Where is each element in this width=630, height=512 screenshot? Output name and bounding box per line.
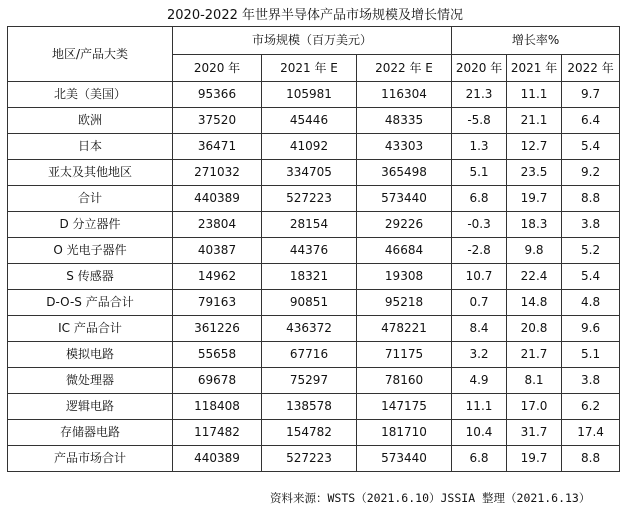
market-value-cell: 44376 — [262, 238, 357, 264]
growth-value-cell: 17.4 — [562, 420, 620, 446]
market-value-cell: 55658 — [173, 342, 262, 368]
growth-value-cell: 10.7 — [452, 264, 507, 290]
market-value-cell: 478221 — [357, 316, 452, 342]
growth-value-cell: 8.1 — [507, 368, 562, 394]
header-year: 2020 年 — [173, 55, 262, 82]
market-value-cell: 365498 — [357, 160, 452, 186]
row-name-cell: O 光电子器件 — [8, 238, 173, 264]
row-name-cell: 微处理器 — [8, 368, 173, 394]
market-value-cell: 147175 — [357, 394, 452, 420]
market-value-cell: 95366 — [173, 82, 262, 108]
source-note: 资料来源：WSTS（2021.6.10）JSSIA 整理（2021.6.13） — [270, 491, 591, 505]
table-row — [8, 290, 620, 316]
growth-value-cell: 19.7 — [507, 186, 562, 212]
growth-value-cell: 3.8 — [562, 212, 620, 238]
market-value-cell: 361226 — [173, 316, 262, 342]
market-value-cell: 181710 — [357, 420, 452, 446]
growth-value-cell: 31.7 — [507, 420, 562, 446]
growth-value-cell: 6.8 — [452, 446, 507, 472]
growth-value-cell: 10.4 — [452, 420, 507, 446]
table-row — [8, 82, 620, 108]
growth-value-cell: 17.0 — [507, 394, 562, 420]
row-name-cell: 逻辑电路 — [8, 394, 173, 420]
table-row — [8, 420, 620, 446]
growth-value-cell: 4.9 — [452, 368, 507, 394]
market-value-cell: 117482 — [173, 420, 262, 446]
growth-value-cell: 18.3 — [507, 212, 562, 238]
header-growth-year: 2021 年 — [507, 55, 562, 82]
table-row — [8, 186, 620, 212]
growth-value-cell: 22.4 — [507, 264, 562, 290]
row-name-cell: D-O-S 产品合计 — [8, 290, 173, 316]
market-value-cell: 46684 — [357, 238, 452, 264]
growth-value-cell: 4.8 — [562, 290, 620, 316]
row-name-cell: IC 产品合计 — [8, 316, 173, 342]
market-value-cell: 527223 — [262, 186, 357, 212]
growth-value-cell: 21.3 — [452, 82, 507, 108]
market-value-cell: 118408 — [173, 394, 262, 420]
semiconductor-market-table — [7, 26, 620, 472]
growth-value-cell: 9.7 — [562, 82, 620, 108]
header-year: 2022 年 E — [357, 55, 452, 82]
header-market-size: 市场规模（百万美元） — [173, 27, 452, 55]
market-value-cell: 90851 — [262, 290, 357, 316]
growth-value-cell: 8.8 — [562, 186, 620, 212]
market-value-cell: 29226 — [357, 212, 452, 238]
market-value-cell: 43303 — [357, 134, 452, 160]
table-row — [8, 394, 620, 420]
row-name-cell: 日本 — [8, 134, 173, 160]
market-value-cell: 527223 — [262, 446, 357, 472]
growth-value-cell: 23.5 — [507, 160, 562, 186]
header-year: 2021 年 E — [262, 55, 357, 82]
market-value-cell: 440389 — [173, 446, 262, 472]
table-row — [8, 108, 620, 134]
row-name-cell: 存储器电路 — [8, 420, 173, 446]
market-value-cell: 116304 — [357, 82, 452, 108]
growth-value-cell: 9.8 — [507, 238, 562, 264]
market-value-cell: 28154 — [262, 212, 357, 238]
market-value-cell: 75297 — [262, 368, 357, 394]
growth-value-cell: 20.8 — [507, 316, 562, 342]
row-name-cell: D 分立器件 — [8, 212, 173, 238]
growth-value-cell: 9.6 — [562, 316, 620, 342]
table-body — [8, 82, 620, 472]
growth-value-cell: -2.8 — [452, 238, 507, 264]
growth-value-cell: 5.1 — [452, 160, 507, 186]
table-row — [8, 446, 620, 472]
growth-value-cell: 21.7 — [507, 342, 562, 368]
table-row — [8, 212, 620, 238]
table-row — [8, 264, 620, 290]
table-row — [8, 134, 620, 160]
table-title: 2020-2022 年世界半导体产品市场规模及增长情况 — [167, 8, 463, 23]
growth-value-cell: 21.1 — [507, 108, 562, 134]
growth-value-cell: 11.1 — [452, 394, 507, 420]
growth-value-cell: 11.1 — [507, 82, 562, 108]
market-value-cell: 37520 — [173, 108, 262, 134]
market-value-cell: 105981 — [262, 82, 357, 108]
growth-value-cell: 6.2 — [562, 394, 620, 420]
growth-value-cell: 9.2 — [562, 160, 620, 186]
market-value-cell: 271032 — [173, 160, 262, 186]
row-name-cell: 产品市场合计 — [8, 446, 173, 472]
growth-value-cell: 5.2 — [562, 238, 620, 264]
market-value-cell: 36471 — [173, 134, 262, 160]
growth-value-cell: -0.3 — [452, 212, 507, 238]
market-value-cell: 40387 — [173, 238, 262, 264]
table-row — [8, 368, 620, 394]
header-growth-year: 2020 年 — [452, 55, 507, 82]
growth-value-cell: 5.4 — [562, 134, 620, 160]
growth-value-cell: -5.8 — [452, 108, 507, 134]
growth-value-cell: 6.4 — [562, 108, 620, 134]
table-row — [8, 238, 620, 264]
growth-value-cell: 8.4 — [452, 316, 507, 342]
row-name-cell: 模拟电路 — [8, 342, 173, 368]
growth-value-cell: 1.3 — [452, 134, 507, 160]
table-row — [8, 160, 620, 186]
growth-value-cell: 6.8 — [452, 186, 507, 212]
market-value-cell: 79163 — [173, 290, 262, 316]
market-value-cell: 138578 — [262, 394, 357, 420]
growth-value-cell: 8.8 — [562, 446, 620, 472]
growth-value-cell: 3.8 — [562, 368, 620, 394]
row-name-cell: 亚太及其他地区 — [8, 160, 173, 186]
market-value-cell: 14962 — [173, 264, 262, 290]
growth-value-cell: 5.1 — [562, 342, 620, 368]
market-value-cell: 18321 — [262, 264, 357, 290]
header-growth: 增长率% — [452, 27, 620, 55]
market-value-cell: 23804 — [173, 212, 262, 238]
market-value-cell: 573440 — [357, 186, 452, 212]
market-value-cell: 67716 — [262, 342, 357, 368]
market-value-cell: 71175 — [357, 342, 452, 368]
row-name-cell: S 传感器 — [8, 264, 173, 290]
growth-value-cell: 19.7 — [507, 446, 562, 472]
market-value-cell: 436372 — [262, 316, 357, 342]
market-value-cell: 440389 — [173, 186, 262, 212]
row-name-cell: 合计 — [8, 186, 173, 212]
growth-value-cell: 14.8 — [507, 290, 562, 316]
table-row — [8, 342, 620, 368]
header-growth-year: 2022 年 — [562, 55, 620, 82]
growth-value-cell: 3.2 — [452, 342, 507, 368]
row-name-cell: 欧洲 — [8, 108, 173, 134]
market-value-cell: 69678 — [173, 368, 262, 394]
market-value-cell: 41092 — [262, 134, 357, 160]
market-value-cell: 19308 — [357, 264, 452, 290]
growth-value-cell: 5.4 — [562, 264, 620, 290]
market-value-cell: 573440 — [357, 446, 452, 472]
growth-value-cell: 12.7 — [507, 134, 562, 160]
market-value-cell: 154782 — [262, 420, 357, 446]
growth-value-cell: 0.7 — [452, 290, 507, 316]
market-value-cell: 78160 — [357, 368, 452, 394]
header-region: 地区/产品大类 — [8, 27, 173, 82]
market-value-cell: 45446 — [262, 108, 357, 134]
market-value-cell: 334705 — [262, 160, 357, 186]
table-row — [8, 316, 620, 342]
market-value-cell: 95218 — [357, 290, 452, 316]
market-value-cell: 48335 — [357, 108, 452, 134]
row-name-cell: 北美（美国） — [8, 82, 173, 108]
